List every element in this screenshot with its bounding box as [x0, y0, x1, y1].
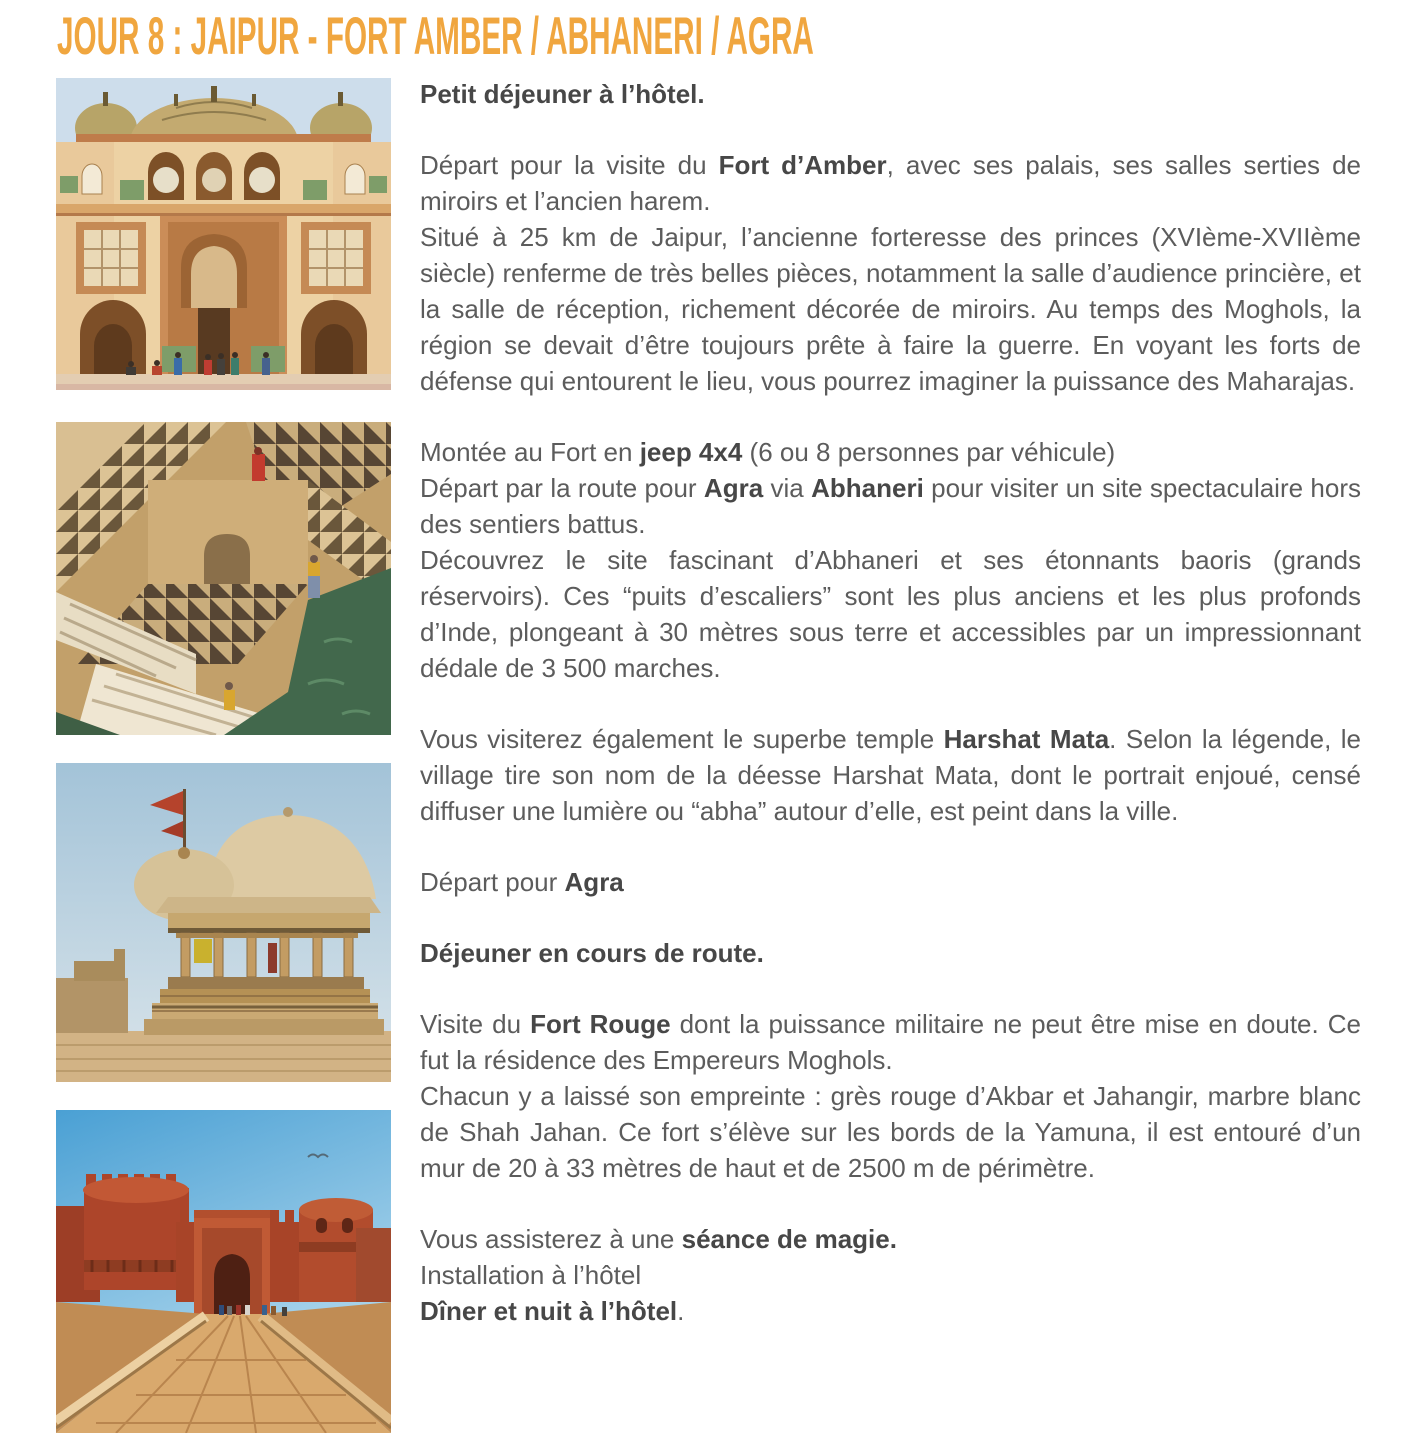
paragraph-6	[420, 542, 1361, 686]
text-run: dont la puissance militaire ne peut être mise en doute. Ce fut la résidence des Empereurs Moghols.	[420, 1009, 1361, 1075]
paragraph-13	[420, 1257, 1361, 1293]
paragraph-3	[420, 219, 1361, 399]
text-run: Découvrez le site fascinant d’Abhaneri et ses étonnants baoris (grands réservoirs). Ces “puits d’escaliers” sont les plus anciens et les plus profonds d’Inde, plongeant à 30 mètres sous terre et accessibles par un impressionnant dédale de 3 500 marches.	[420, 545, 1361, 683]
text-run: Vous visiterez également le superbe temple	[420, 724, 944, 754]
paragraph-7	[420, 721, 1361, 829]
text-run: Visite du	[420, 1009, 531, 1039]
paragraph-5	[420, 470, 1361, 542]
paragraph-8	[420, 864, 1361, 900]
text-run: Installation à l’hôtel	[420, 1260, 642, 1290]
red-fort-illustration	[56, 1110, 391, 1433]
bold-run: Fort Rouge	[530, 1009, 671, 1039]
paragraph-11	[420, 1078, 1361, 1186]
amber-fort-illustration	[56, 78, 391, 390]
text-run: , avec ses palais, ses salles serties de miroirs et l’ancien harem.	[420, 150, 1361, 216]
photo-amber-fort	[56, 78, 391, 390]
text-run: Chacun y a laissé son empreinte : grès rouge d’Akbar et Jahangir, marbre blanc de Shah Jahan. Ce fort s’élève sur les bords de la Yamuna, il est entouré d’un mur de 20 à 33 mètres de haut et de 2500 m de périmètre.	[420, 1081, 1361, 1183]
text-run: . Selon la légende, le village tire son nom de la déesse Harshat Mata, dont le portrait enjoué, censé diffuser une lumière ou “abha” autour d’elle, est peint dans la ville.	[420, 724, 1361, 826]
bold-run: Agra	[564, 867, 624, 897]
paragraph-10	[420, 1006, 1361, 1078]
bold-run: séance de magie.	[681, 1224, 897, 1254]
text-run: .	[677, 1296, 685, 1326]
bold-run: Déjeuner en cours de route.	[420, 938, 764, 968]
temple-illustration	[56, 763, 391, 1082]
photo-harshat-mata-temple	[56, 763, 391, 1082]
paragraph-9	[420, 935, 1361, 971]
paragraph-1	[420, 76, 1361, 112]
text-run: Montée au Fort en	[420, 437, 640, 467]
text-run: via	[763, 473, 812, 503]
photo-agra-red-fort	[56, 1110, 391, 1433]
bold-run: Agra	[703, 473, 764, 503]
text-run: Départ par la route pour	[420, 473, 704, 503]
bold-run: Abhaneri	[811, 473, 924, 503]
text-run: Départ pour	[420, 867, 565, 897]
text-run: (6 ou 8 personnes par véhicule)	[742, 437, 1116, 467]
paragraph-12	[420, 1221, 1361, 1257]
bold-run: Fort d’Amber	[718, 150, 887, 180]
bold-run: Harshat Mata	[943, 724, 1110, 754]
paragraph-14	[420, 1293, 1361, 1329]
paragraph-4	[420, 434, 1361, 470]
text-run: Vous assisterez à une	[420, 1224, 682, 1254]
stepwell-illustration	[56, 422, 391, 735]
bold-run: jeep 4x4	[639, 437, 743, 467]
text-run: Départ pour la visite du	[420, 150, 719, 180]
bold-run: Dîner et nuit à l’hôtel	[420, 1296, 678, 1326]
text-run: Situé à 25 km de Jaipur, l’ancienne forteresse des princes (XVIème-XVIIème siècle) renferme de très belles pièces, notamment la salle d’audience princière, et la salle de réception, richement décorée de miroirs. Au temps des Moghols, la région se devait d’être toujours prête à faire la guerre. En voyant les forts de défense qui entourent le lieu, vous pourrez imaginer la puissance des Maharajas.	[420, 222, 1361, 396]
bold-run: Petit déjeuner à l’hôtel.	[420, 79, 705, 109]
text-run: pour visiter un site spectaculaire hors des sentiers battus.	[420, 473, 1362, 539]
paragraph-2	[420, 147, 1361, 219]
itinerary-text	[420, 76, 1361, 1329]
photo-abhaneri-stepwell	[56, 422, 391, 735]
page-title: JOUR 8 : JAIPUR - FORT AMBER / ABHANERI / AGRA	[57, 7, 814, 66]
